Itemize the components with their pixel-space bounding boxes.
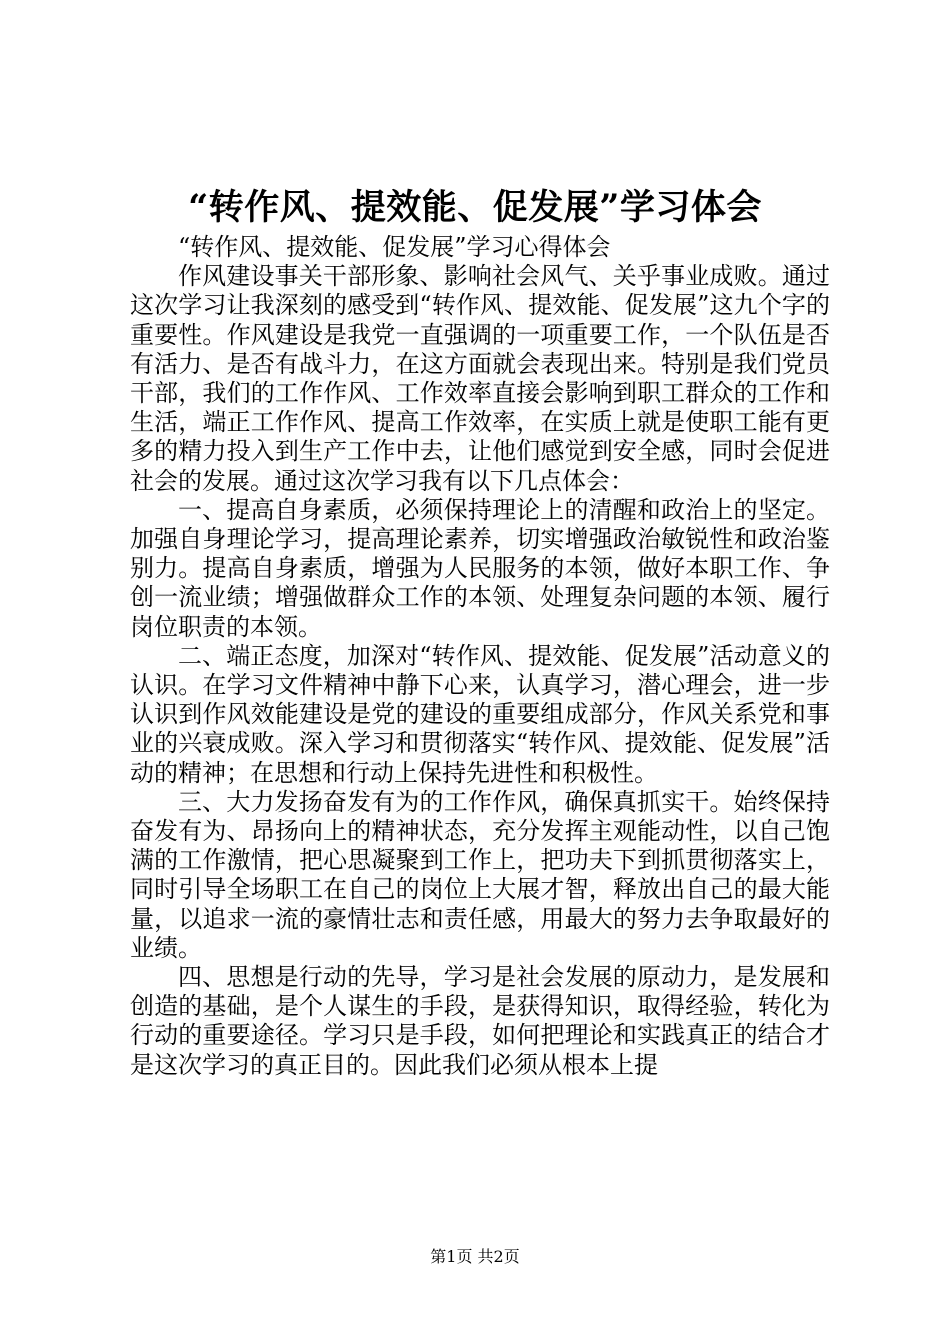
point-four-paragraph: 四、思想是行动的先导，学习是社会发展的原动力，是发展和创造的基础，是个人谋生的手段，是获得知识，取得经验，转化为行动的重要途径。学习只是手段，如何把理论和实践真正的结合才是这次学习的真正目的。因此我们必须从根本上提 xyxy=(130,963,830,1079)
intro-paragraph: 作风建设事关干部形象、影响社会风气、关乎事业成败。通过这次学习让我深刻的感受到“转作风、提效能、促发展”这九个字的重要性。作风建设是我党一直强调的一项重要工作，一个队伍是否有活力、是否有战斗力，在这方面就会表现出来。特别是我们党员干部，我们的工作作风、工作效率直接会影响到职工群众的工作和生活，端正工作作风、提高工作效率，在实质上就是使职工能有更多的精力投入到生产工作中去，让他们感觉到安全感，同时会促进社会的发展。通过这次学习我有以下几点体会： xyxy=(130,262,830,495)
point-one-paragraph: 一、提高自身素质，必须保持理论上的清醒和政治上的坚定。加强自身理论学习，提高理论素养，切实增强政治敏锐性和政治鉴别力。提高自身素质，增强为人民服务的本领，做好本职工作、争创一流业绩；增强做群众工作的本领、处理复杂问题的本领、履行岗位职责的本领。 xyxy=(130,495,830,641)
page-number-footer: 第1页 共2页 xyxy=(430,1247,520,1266)
point-three-paragraph: 三、大力发扬奋发有为的工作作风，确保真抓实干。始终保持奋发有为、昂扬向上的精神状态，充分发挥主观能动性，以自己饱满的工作激情，把心思凝聚到工作上，把功夫下到抓贯彻落实上，同时引导全场职工在自己的岗位上大展才智，释放出自己的最大能量，以追求一流的豪情壮志和责任感，用最大的努力去争取最好的业绩。 xyxy=(130,787,830,962)
point-two-paragraph: 二、端正态度，加深对“转作风、提效能、促发展”活动意义的认识。在学习文件精神中静下心来，认真学习，潜心理会，进一步认识到作风效能建设是党的建设的重要组成部分，作风关系党和事业的兴衰成败。深入学习和贯彻落实“转作风、提效能、促发展”活动的精神；在思想和行动上保持先进性和积极性。 xyxy=(130,641,830,787)
document-title: “转作风、提效能、促发展”学习体会 xyxy=(188,187,762,228)
document-body xyxy=(130,233,830,1080)
subtitle-paragraph: “转作风、提效能、促发展”学习心得体会 xyxy=(178,233,611,261)
